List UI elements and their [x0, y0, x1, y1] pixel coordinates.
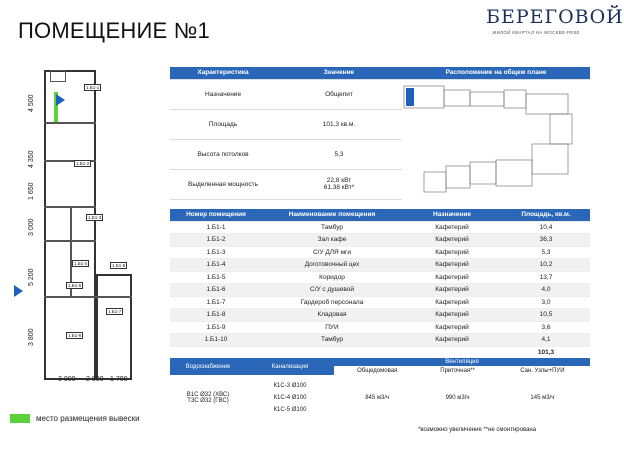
col-header: Номер помещения [170, 209, 262, 221]
dim-bottom: 1 700 [110, 376, 128, 383]
cell-value [276, 169, 402, 199]
room-area: 3,0 [502, 296, 590, 309]
table-row [170, 259, 590, 272]
room-number: 1.Б1-8 [170, 309, 262, 322]
col-header: Характеристика [170, 67, 276, 79]
room-name: Тамбур [262, 334, 402, 347]
sewer-line: К1С-5 Ø100 [273, 407, 307, 413]
room-name: Доготовочный цех [262, 259, 402, 272]
col-header: Расположение на общем плане [402, 67, 590, 79]
room-purpose: Кафетерий [402, 259, 502, 272]
room-name: ПУИ [262, 321, 402, 334]
room-purpose: Кафетерий [402, 284, 502, 297]
utilities-table [170, 358, 590, 421]
cell-value: 5,3 [276, 139, 402, 169]
power-value-extra: 61,38 кВт* [323, 184, 355, 191]
table-row [170, 234, 590, 247]
site-plan-map [400, 80, 585, 200]
vent-subheader: Приточная** [420, 366, 494, 375]
room-area: 4,0 [502, 284, 590, 297]
legend-swatch [10, 414, 30, 423]
table-row [170, 284, 590, 297]
plan-partition [44, 296, 132, 298]
room-name: Коридор [262, 271, 402, 284]
room-area: 10,4 [502, 221, 590, 234]
legend-text: место размещения вывески [36, 414, 140, 423]
dim-left: 3 800 [28, 328, 35, 346]
room-area: 3,6 [502, 321, 590, 334]
room-number: 1.Б1-6 [170, 284, 262, 297]
room-number: 1.Б1-1 [170, 221, 262, 234]
plan-partition [44, 122, 96, 124]
room-name: С/У с душевой [262, 284, 402, 297]
rooms-table [170, 209, 590, 359]
room-area: 10,5 [502, 309, 590, 322]
floor-plan [10, 64, 160, 394]
sewer-cell [246, 375, 334, 421]
room-name: С/У ДЛЯ мги [262, 246, 402, 259]
room-number: 1.Б1-9 [170, 321, 262, 334]
room-number: 1.Б1-3 [170, 246, 262, 259]
room-purpose: Кафетерий [402, 321, 502, 334]
room-name: Кладовая [262, 309, 402, 322]
room-purpose: Кафетерий [402, 296, 502, 309]
room-area: 5,3 [502, 246, 590, 259]
cell-label: Высота потолков [170, 139, 276, 169]
cell-value: Общепит [276, 79, 402, 109]
table-row [170, 309, 590, 322]
room-number: 1.Б1-2 [170, 234, 262, 247]
dim-left: 3 000 [28, 218, 35, 236]
vent-subheader: Общедомовая [334, 366, 420, 375]
table-row [170, 296, 590, 309]
cell-label: Выделенная мощность [170, 169, 276, 199]
room-number: 1.Б1-4 [170, 259, 262, 272]
dim-left: 4 500 [28, 94, 35, 112]
highlight-location [406, 88, 414, 106]
cell-label: Назначение [170, 79, 276, 109]
entrance-arrow-icon [56, 94, 65, 106]
brand-subtitle: ЖИЛОЙ КВАРТАЛ НА МОСКВЕ-РЕКЕ [492, 30, 580, 35]
table-row [170, 271, 590, 284]
vent-value: 145 м3/ч [530, 395, 555, 401]
room-purpose: Кафетерий [402, 221, 502, 234]
room-number: 1.Б1-5 [170, 271, 262, 284]
room-name: Тамбур [262, 221, 402, 234]
table-row [170, 221, 590, 234]
cell-value: 101,3 кв.м. [276, 109, 402, 139]
room-label: 1.Б1-5 [112, 263, 126, 268]
dim-bottom: 3 000 [58, 376, 76, 383]
room-name: Зал кафе [262, 234, 402, 247]
room-area: 13,7 [502, 271, 590, 284]
room-label: 1.Б1-1 [86, 85, 100, 90]
room-purpose: Кафетерий [402, 246, 502, 259]
water-cell [170, 375, 246, 421]
room-purpose: Кафетерий [402, 271, 502, 284]
power-value: 22,8 кВт [326, 177, 352, 184]
room-number: 1.Б1-10 [170, 334, 262, 347]
room-label: 1.Б1-8 [68, 333, 82, 338]
table-row [170, 246, 590, 259]
col-header: Площадь, кв.м. [502, 209, 590, 221]
room-purpose: Кафетерий [402, 334, 502, 347]
table-row [170, 334, 590, 347]
room-area: 36,3 [502, 234, 590, 247]
room-number: 1.Б1-7 [170, 296, 262, 309]
rooms-total: 101,3 [502, 346, 590, 359]
cell-label: Площадь [170, 109, 276, 139]
dim-left: 4 350 [28, 150, 35, 168]
room-purpose: Кафетерий [402, 309, 502, 322]
room-label: 1.Б1-3 [88, 215, 102, 220]
dim-bottom: 2 800 [86, 376, 104, 383]
col-header: Вентиляция [334, 358, 590, 366]
room-area: 4,1 [502, 334, 590, 347]
water-line: Т3С Ø32 (ГВС) [187, 398, 229, 404]
sewer-line: К1С-4 Ø100 [273, 395, 307, 401]
page-title: ПОМЕЩЕНИЕ №1 [18, 18, 210, 43]
room-area: 10,2 [502, 259, 590, 272]
room-purpose: Кафетерий [402, 234, 502, 247]
brand-name: БЕРЕГОВОЙ [486, 6, 624, 28]
col-header: Наименование помещения [262, 209, 402, 221]
vent-value: 845 м3/ч [365, 395, 390, 401]
col-header: Значение [276, 67, 402, 79]
col-header: Канализация [246, 358, 334, 375]
water-line: В1С Ø32 (ХВС) [186, 392, 230, 398]
room-label: 1.Б1-4 [74, 261, 88, 266]
plan-fixture [50, 70, 66, 82]
plan-annex-wall [96, 274, 132, 380]
vent-value: 990 м3/ч [445, 395, 470, 401]
room-label: 1.Б1-6 [68, 283, 82, 288]
brand-logo [486, 6, 624, 35]
col-header: Водоснабжение [170, 358, 246, 375]
footnote: *возможно увеличение **не смонтирована [418, 427, 537, 433]
sewer-line: К1С-3 Ø100 [273, 383, 307, 389]
room-name: Гардероб персонала [262, 296, 402, 309]
vent-subheader: Сан. Узлы+ПУИ [495, 366, 590, 375]
room-label: 1.Б1-7 [108, 309, 122, 314]
dim-left: 1 650 [28, 182, 35, 200]
table-row [170, 321, 590, 334]
room-label: 1.Б1-2 [76, 161, 90, 166]
dim-left: 5 200 [28, 268, 35, 286]
col-header: Назначение [402, 209, 502, 221]
entrance-arrow-icon [14, 285, 23, 297]
